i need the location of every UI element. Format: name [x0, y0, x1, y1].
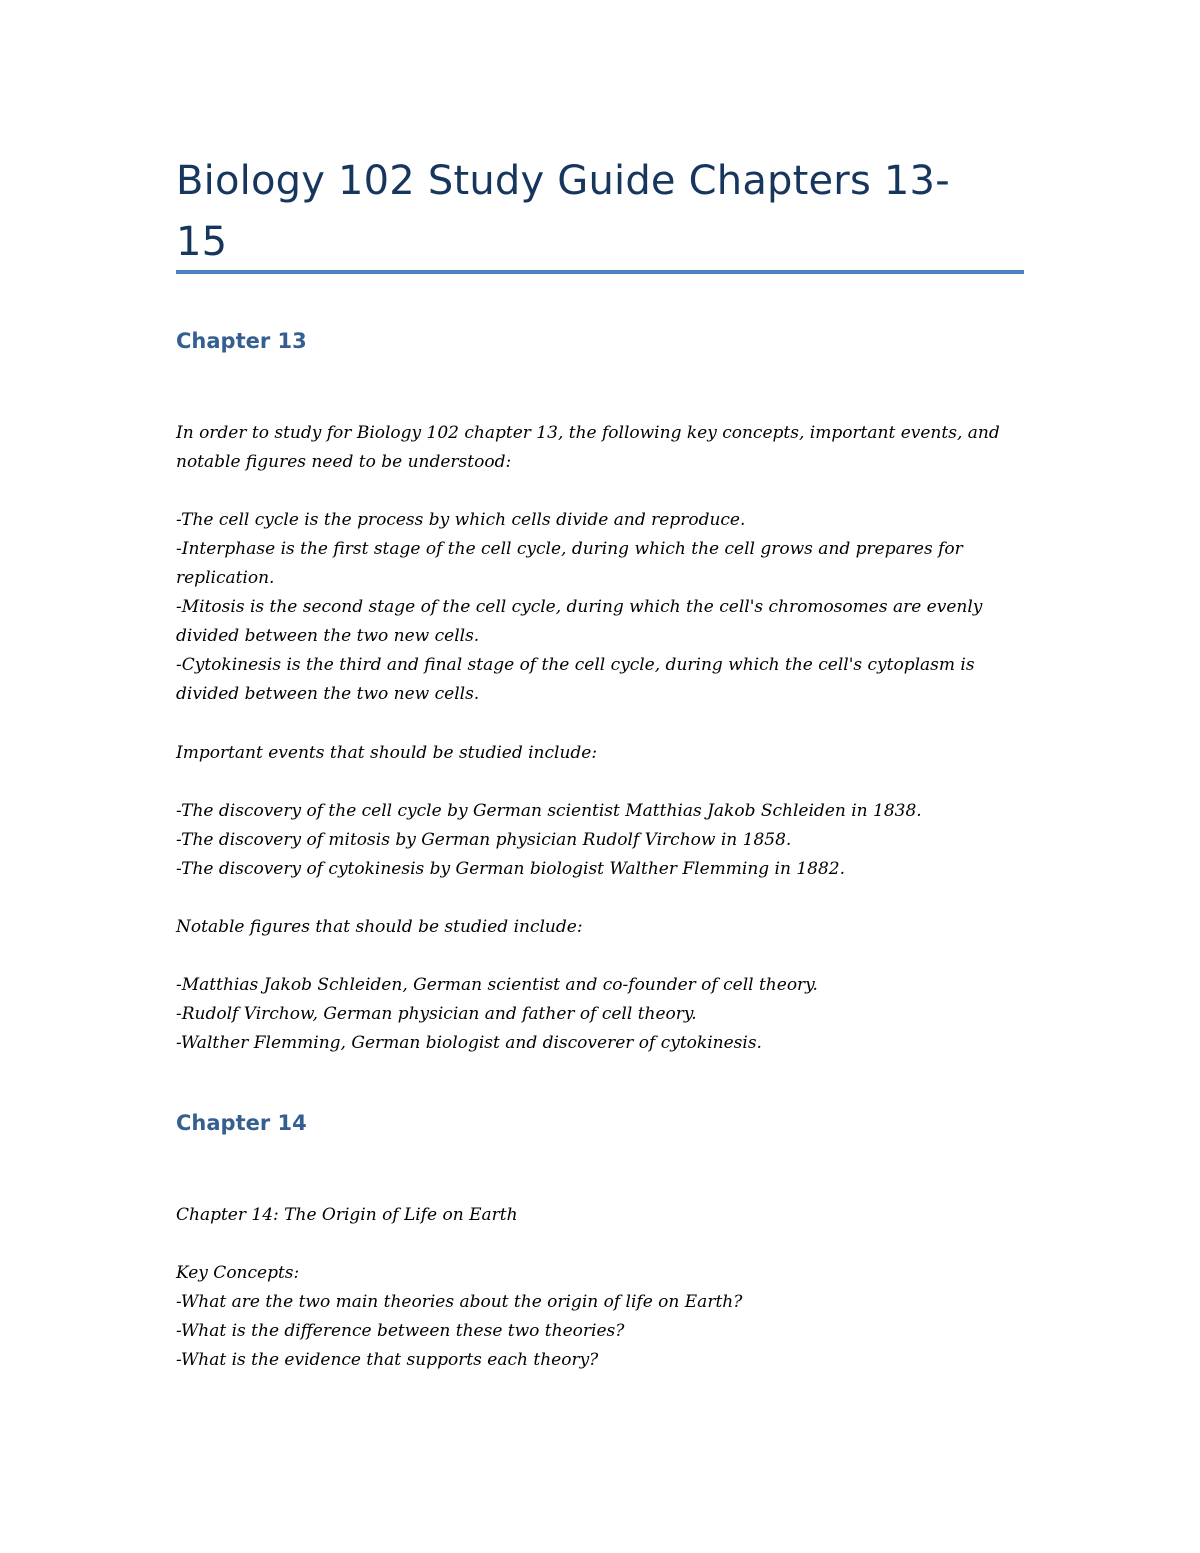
question-line: -What is the evidence that supports each theory? [176, 1350, 599, 1370]
question-line: -What is the difference between these two theories? [176, 1321, 625, 1341]
concept-line: -Mitosis is the second stage of the cell cycle, during which the cell's chromosomes are evenly [176, 597, 983, 617]
concept-line: divided between the two new cells. [176, 684, 480, 704]
concept-line: -The cell cycle is the process by which cells divide and reproduce. [176, 510, 746, 530]
key-concepts-label: Key Concepts: [176, 1263, 300, 1283]
figures-intro: Notable figures that should be studied include: [176, 917, 583, 937]
chapter-13-intro-line: notable figures need to be understood: [176, 452, 512, 472]
title-line-2: 15 [176, 219, 228, 265]
concept-line: -Interphase is the first stage of the cell cycle, during which the cell grows and prepares for [176, 539, 963, 559]
concept-line: -Cytokinesis is the third and final stage of the cell cycle, during which the cell's cytoplasm is [176, 655, 975, 675]
event-line: -The discovery of the cell cycle by German scientist Matthias Jakob Schleiden in 1838. [176, 801, 922, 821]
event-line: -The discovery of mitosis by German physician Rudolf Virchow in 1858. [176, 830, 792, 850]
event-line: -The discovery of cytokinesis by German biologist Walther Flemming in 1882. [176, 859, 846, 879]
document-title [176, 151, 1036, 273]
concept-line: replication. [176, 568, 275, 588]
events-intro: Important events that should be studied include: [176, 743, 598, 763]
title-line-1: Biology 102 Study Guide Chapters 13- [176, 158, 950, 204]
concept-line: divided between the two new cells. [176, 626, 480, 646]
title-underline [176, 270, 1024, 274]
question-line: -What are the two main theories about the origin of life on Earth? [176, 1292, 743, 1312]
chapter-13-intro-line: In order to study for Biology 102 chapter 13, the following key concepts, important events, and [176, 423, 1000, 443]
chapter-14-heading: Chapter 14 [176, 1111, 307, 1135]
chapter-14-subtitle: Chapter 14: The Origin of Life on Earth [176, 1205, 518, 1225]
figure-line: -Matthias Jakob Schleiden, German scientist and co-founder of cell theory. [176, 975, 818, 995]
chapter-13-heading: Chapter 13 [176, 329, 307, 353]
figure-line: -Rudolf Virchow, German physician and father of cell theory. [176, 1004, 697, 1024]
figure-line: -Walther Flemming, German biologist and discoverer of cytokinesis. [176, 1033, 762, 1053]
